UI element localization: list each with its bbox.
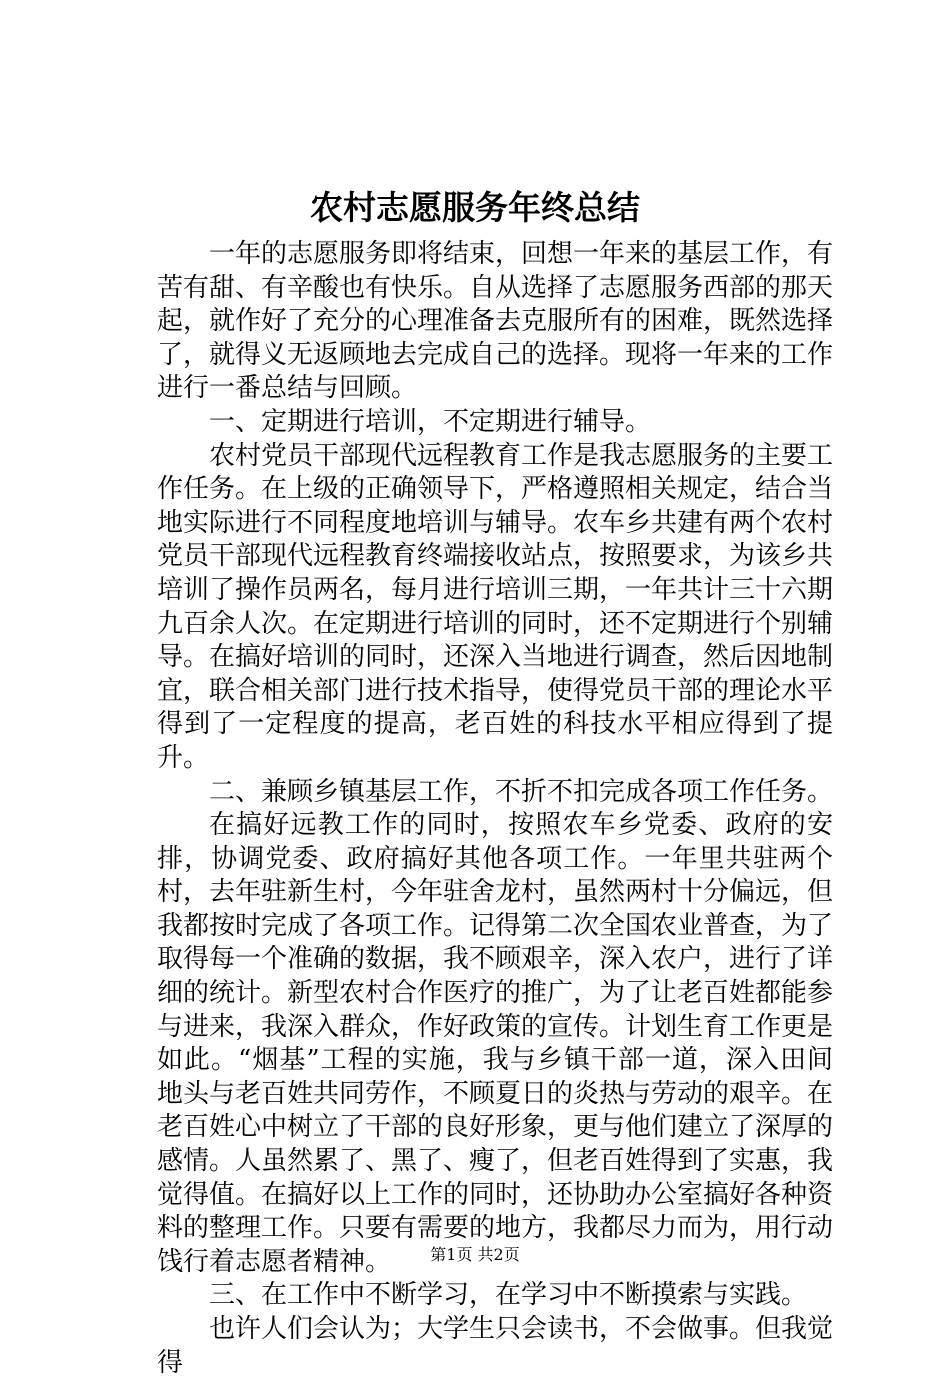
document-title: 农村志愿服务年终总结 (310, 188, 640, 227)
section-heading-3: 三、在工作中不断学习，在学习中不断摸索与实践。 (209, 1280, 808, 1311)
paragraph-intro: 一年的志愿服务即将结束，回想一年来的基层工作，有苦有甜、有辛酸也有快乐。自从选择了志愿服务西部的那天起，就作好了充分的心理准备去克服所有的困难，既然选择了，就得义无返顾地去完成自己的选择。现将一年来的工作进行一番总结与回顾。 (157, 239, 834, 404)
paragraph-training: 农村党员干部现代远程教育工作是我志愿服务的主要工作任务。在上级的正确领导下，严格遵照相关规定，结合当地实际进行不同程度地培训与辅导。农车乡共建有两个农村党员干部现代远程教育终端接收站点，按照要求，为该乡共培训了操作员两名，每月进行培训三期，一年共计三十六期九百余人次。在定期进行培训的同时，还不定期进行个别辅导。在搞好培训的同时，还深入当地进行调查，然后因地制宜，联合相关部门进行技术指导，使得党员干部的理论水平得到了一定程度的提高，老百姓的科技水平相应得到了提升。 (157, 440, 834, 773)
paragraph-grassroots-work: 在搞好远教工作的同时，按照农车乡党委、政府的安排，协调党委、政府搞好其他各项工作。一年里共驻两个村，去年驻新生村，今年驻舍龙村，虽然两村十分偏远，但我都按时完成了各项工作。记得第二次全国农业普查，为了取得每一个准确的数据，我不顾艰辛，深入农户，进行了详细的统计。新型农村合作医疗的推广，为了让老百姓都能参与进来，我深入群众，作好政策的宣传。计划生育工作更是如此。“烟基”工程的实施，我与乡镇干部一道，深入田间地头与老百姓共同劳作，不顾夏日的炎热与劳动的艰辛。在老百姓心中树立了干部的良好形象，更与他们建立了深厚的感情。人虽然累了、黑了、瘦了，但老百姓得到了实惠，我觉得值。在搞好以上工作的同时，还协助办公室搞好各种资料的整理工作。只要有需要的地方，我都尽力而为，用行动饯行着志愿者精神。 (157, 810, 834, 1277)
section-heading-1: 一、定期进行培训，不定期进行辅导。 (209, 406, 652, 437)
section-heading-2: 二、兼顾乡镇基层工作，不折不扣完成各项工作任务。 (209, 776, 834, 807)
paragraph-learning: 也许人们会认为；大学生只会读书，不会做事。但我觉得 (157, 1314, 834, 1378)
document-body (157, 238, 833, 1380)
page-number-footer: 第1页 共2页 (430, 1245, 520, 1264)
